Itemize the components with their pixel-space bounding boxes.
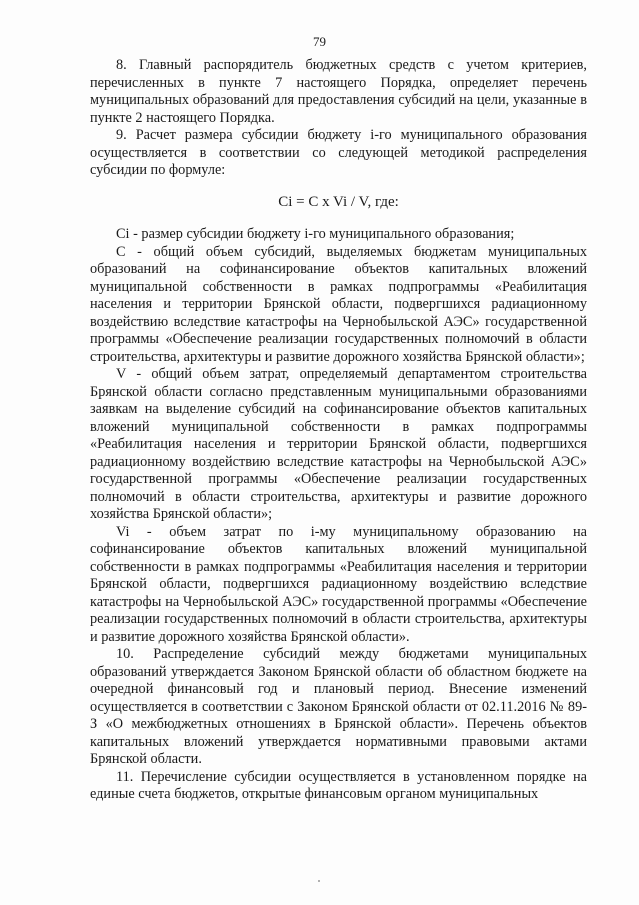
paragraph-10: 10. Распределение субсидий между бюджетами муниципальных образований утверждается Законом Брянской области об областном бюджете на очередной финансовый год и плановый период. Внесение изменений осуществляется в соответствии с Законом Брянской области от 02.11.2016 № 89-З «О межбюджетных отношениях в Брянской области». Перечень объектов капитальных вложений утверждается нормативными правовыми актами Брянской области. [90, 646, 587, 767]
definition-c: С - общий объем субсидий, выделяемых бюджетам муниципальных образований на софинансирование объектов капитальных вложений муниципальной собственности в рамках подпрограммы «Реабилитация населения и территории Брянской области, подвергшихся радиационному воздействию вследствие катастрофы на Чернобыльской АЭС» государственной программы «Обеспечение реализации государственных полномочий в области строительства, архитектуры и развитие дорожного хозяйства Брянской области»; [90, 243, 587, 365]
subsidy-formula: Ci = C x Vi / V, где: [278, 193, 399, 210]
document-body [90, 57, 587, 804]
paragraph-8: 8. Главный распорядитель бюджетных средств с учетом критериев, перечисленных в пункте 7 настоящего Порядка, определяет перечень муниципальных образований для предоставления субсидий на цели, указанные в пункте 2 настоящего Порядка. [90, 57, 587, 126]
definition-v: V - общий объем затрат, определяемый департаментом строительства Брянской области согласно представленным муниципальными образованиями заявкам на выделение субсидий на софинансирование объектов капитальных вложений муниципальной собственности в рамках подпрограммы «Реабилитация населения и территории Брянской области, подвергшихся радиационному воздействию вследствие катастрофы на Чернобыльской АЭС» государственной программы «Обеспечение реализации государственных полномочий в области строительства, архитектуры и развитие дорожного хозяйства Брянской области»; [90, 366, 587, 522]
paragraph-11: 11. Перечисление субсидии осуществляется в установленном порядке на единые счета бюджетов, открытые финансовым органом муниципальных [90, 768, 587, 802]
definition-vi: Vi - объем затрат по i-му муниципальному образованию на софинансирование объектов капитальных вложений муниципальной собственности в рамках подпрограммы «Реабилитация населения и территории Брянской области, подвергшихся радиационному воздействию вследствие катастрофы на Чернобыльской АЭС» государственной программы «Обеспечение реализации государственных полномочий в области строительства, архитектуры и развитие дорожного хозяйства Брянской области». [90, 523, 587, 645]
scan-speck [318, 880, 320, 882]
page-number: 79 [313, 34, 326, 49]
paragraph-9: 9. Расчет размера субсидии бюджету i-го муниципального образования осуществляется в соответствии со следующей методикой распределения субсидии по формуле: [90, 127, 587, 178]
definition-ci: Ci - размер субсидии бюджету i-го муниципального образования; [116, 226, 515, 242]
